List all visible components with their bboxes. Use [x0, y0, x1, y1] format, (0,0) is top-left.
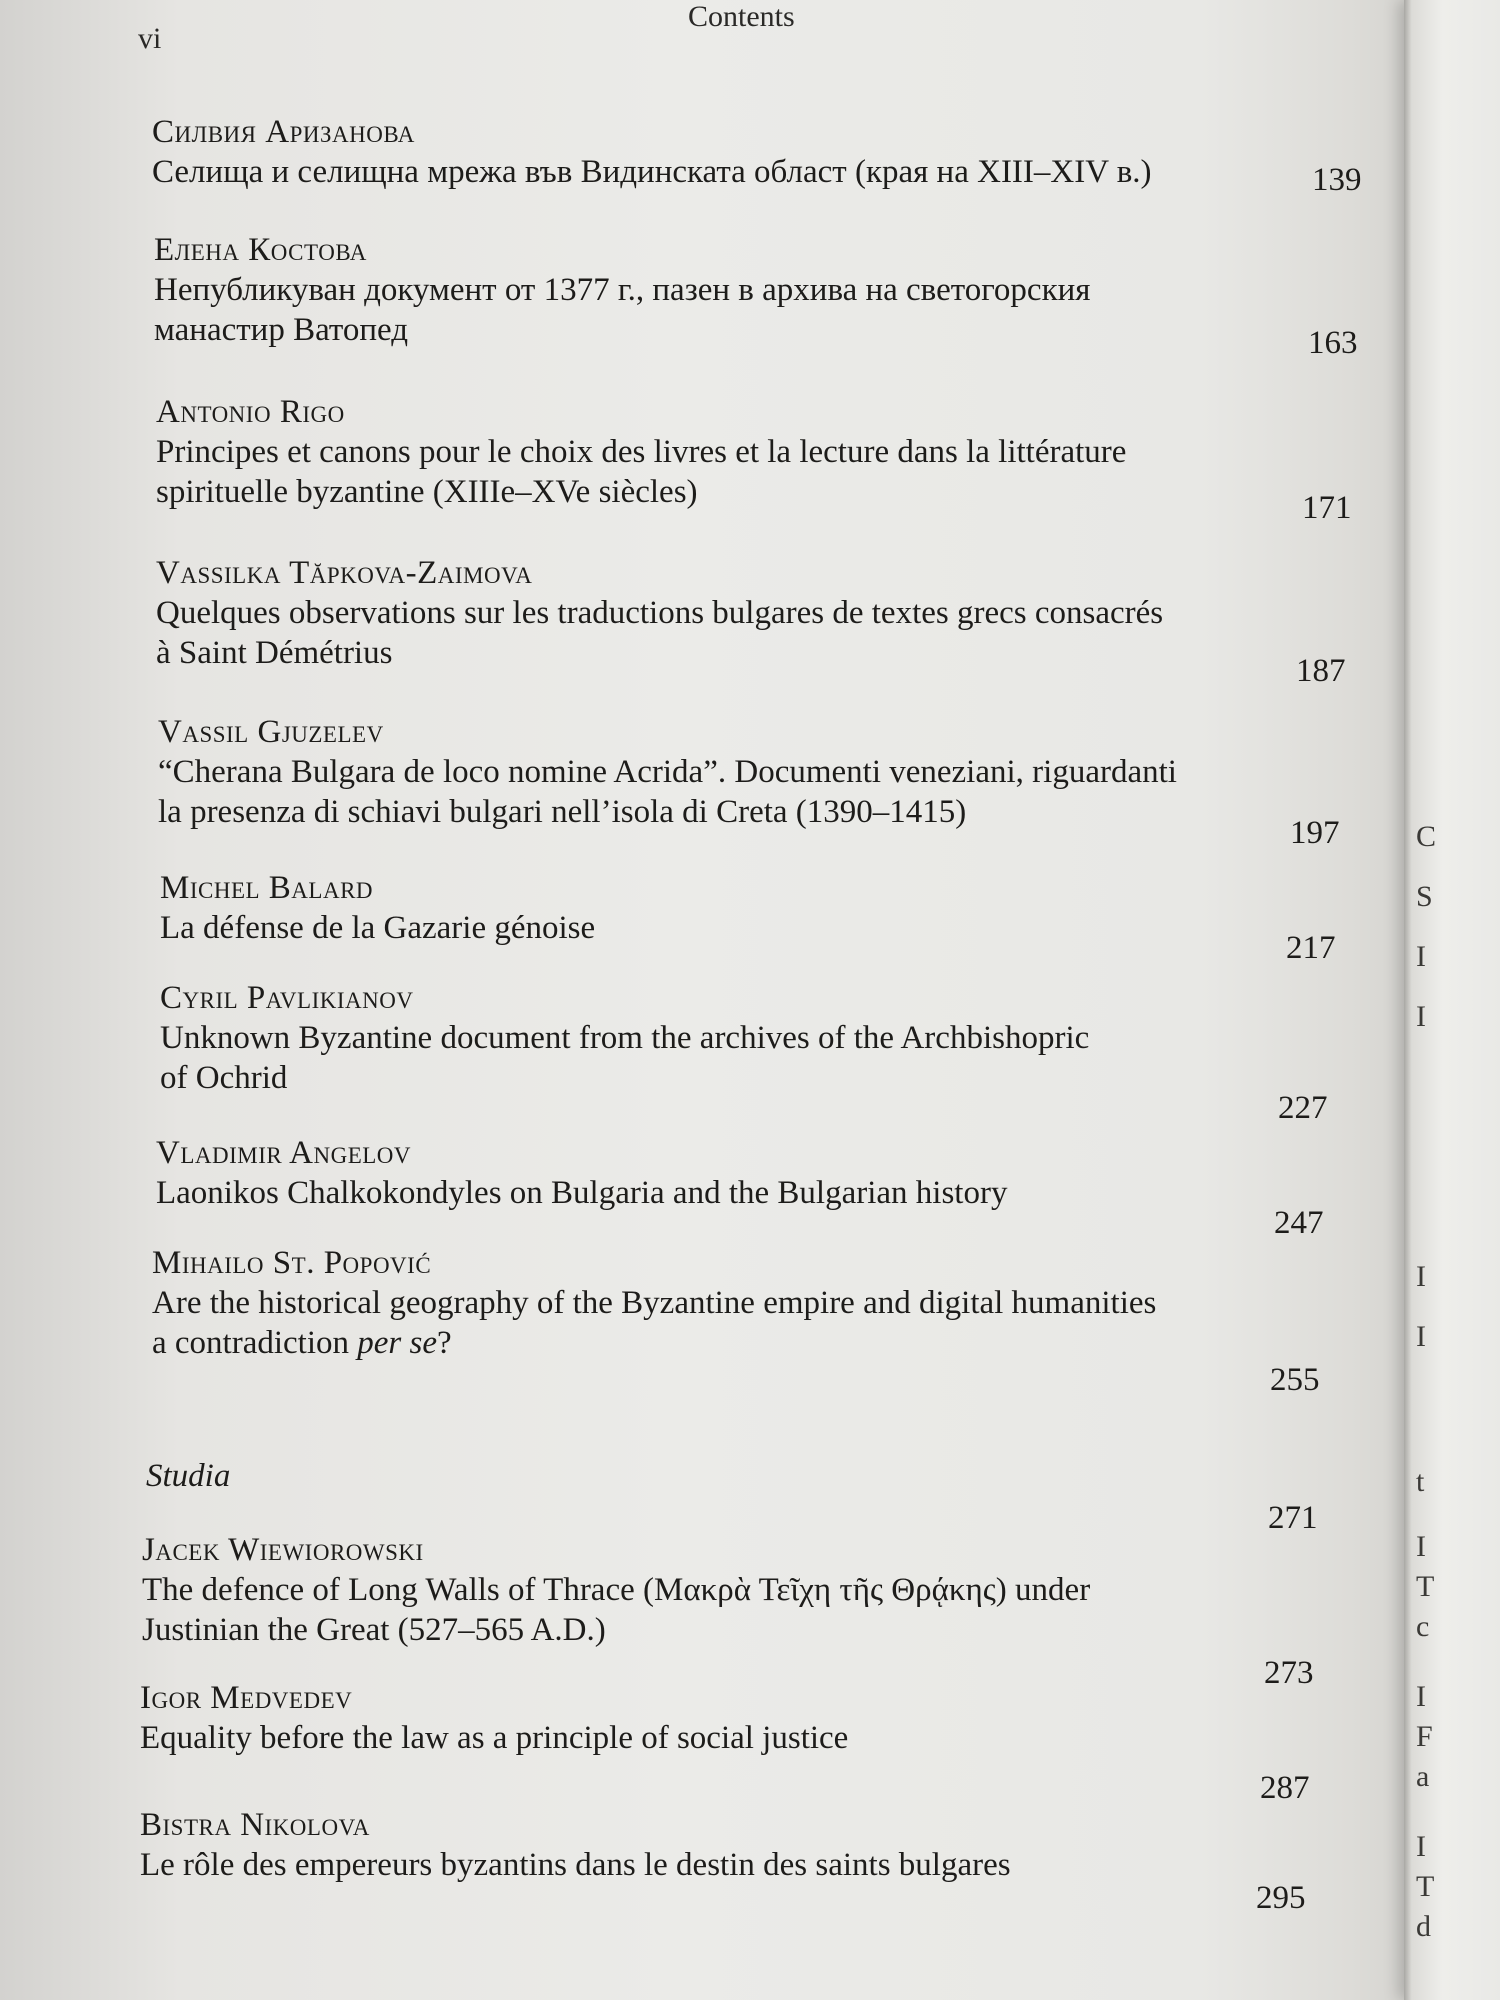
- running-head: Contents: [688, 0, 795, 33]
- edge-letter: C: [1416, 820, 1437, 853]
- entry-title-line: Are the historical geography of the Byzantine empire and digital humanities: [152, 1285, 1157, 1321]
- toc-entry[interactable]: [140, 1805, 1340, 1885]
- edge-letter: I: [1416, 1530, 1426, 1563]
- entry-page-number: 217: [1286, 930, 1336, 966]
- toc-entry[interactable]: [140, 1678, 1340, 1758]
- edge-letter: F: [1416, 1720, 1433, 1753]
- toc-entry[interactable]: [160, 868, 1360, 948]
- entry-title-line: The defence of Long Walls of Thrace (Μακρὰ Τεῖχη τῆς Θρᾴκης) under: [142, 1572, 1091, 1608]
- entry-author: Jacek Wiewiorowski: [142, 1532, 424, 1568]
- page-folio: vi: [138, 22, 162, 55]
- edge-letter: S: [1416, 880, 1433, 913]
- title-tail-end: ?: [437, 1325, 452, 1361]
- entry-title-line: of Ochrid: [160, 1060, 288, 1096]
- entry-author: Bistra Nikolova: [140, 1807, 370, 1843]
- entry-author: Michel Balard: [160, 870, 374, 906]
- edge-letter: I: [1416, 1320, 1426, 1353]
- entry-author: Vassilka Tăpkova-Zaimova: [156, 555, 533, 591]
- entry-title: Equality before the law as a principle of social justice: [140, 1720, 849, 1756]
- entry-title-line: Principes et canons pour le choix des livres et la lecture dans la littérature: [156, 434, 1127, 470]
- entry-author: Mihailo St. Popović: [152, 1245, 432, 1281]
- entry-title: Laonikos Chalkokondyles on Bulgaria and the Bulgarian history: [156, 1175, 1008, 1211]
- toc-entry[interactable]: [156, 392, 1356, 512]
- edge-letter: I: [1416, 1260, 1426, 1293]
- edge-letter: T: [1416, 1870, 1435, 1903]
- entry-page-number: 247: [1274, 1205, 1324, 1241]
- entry-title-line: Unknown Byzantine document from the archives of the Archbishopric: [160, 1020, 1090, 1056]
- entry-title-line: à Saint Démétrius: [156, 635, 393, 671]
- entry-title-line: “Cherana Bulgara de loco nomine Acrida”. Documenti veneziani, riguardanti: [158, 754, 1177, 790]
- entry-title-line: Quelques observations sur les traductions bulgares de textes grecs consacrés: [156, 595, 1164, 631]
- edge-letter: I: [1416, 940, 1426, 973]
- edge-letter: t: [1416, 1465, 1425, 1498]
- entry-author: Силвия Аризанова: [152, 114, 415, 150]
- title-tail-text: a contradiction: [152, 1325, 358, 1361]
- entry-page-number: 295: [1256, 1880, 1306, 1916]
- entry-page-number: 139: [1312, 162, 1362, 198]
- entry-author: Igor Medvedev: [140, 1680, 353, 1716]
- entry-page-number: 163: [1308, 325, 1358, 361]
- edge-letter: c: [1416, 1610, 1430, 1643]
- entry-page-number: 187: [1296, 653, 1346, 689]
- edge-letter: d: [1416, 1910, 1431, 1943]
- entry-page-number: 197: [1290, 815, 1340, 851]
- section-page-number: 271: [1268, 1500, 1318, 1536]
- entry-title: Le rôle des empereurs byzantins dans le destin des saints bulgares: [140, 1847, 1011, 1883]
- toc-entry[interactable]: [154, 230, 1354, 350]
- toc-entry[interactable]: [142, 1530, 1342, 1650]
- entry-author: Antonio Rigo: [156, 394, 345, 430]
- toc-entry[interactable]: [152, 1243, 1352, 1363]
- edge-letter: a: [1416, 1760, 1430, 1793]
- entry-page-number: 273: [1264, 1655, 1314, 1691]
- entry-author: Елена Костова: [154, 232, 367, 268]
- toc-entry[interactable]: [152, 112, 1352, 192]
- edge-letter: T: [1416, 1570, 1435, 1603]
- entry-title: Селища и селищна мрежа във Видинската област (края на XIII–XIV в.): [152, 154, 1152, 190]
- entry-page-number: 287: [1260, 1770, 1310, 1806]
- entry-author: Vladimir Angelov: [156, 1135, 412, 1171]
- entry-title: La défense de la Gazarie génoise: [160, 910, 596, 946]
- toc-entry[interactable]: [158, 712, 1358, 832]
- edge-letter: I: [1416, 1830, 1426, 1863]
- section-heading: Studia: [146, 1458, 231, 1494]
- toc-entry[interactable]: [156, 553, 1356, 673]
- entry-title-line: spirituelle byzantine (XIIIe–XVe siècles): [156, 474, 698, 510]
- entry-title-line: Непубликуван документ от 1377 г., пазен в архива на светогорския: [154, 272, 1091, 308]
- entry-page-number: 255: [1270, 1362, 1320, 1398]
- title-tail-italic: per se: [357, 1325, 437, 1361]
- toc-entry[interactable]: [160, 978, 1360, 1098]
- entry-title-line: [152, 1323, 1352, 1363]
- entry-author: Cyril Pavlikianov: [160, 980, 414, 1016]
- entry-author: Vassil Gjuzelev: [158, 714, 384, 750]
- entry-page-number: 227: [1278, 1090, 1328, 1126]
- entry-page-number: 171: [1302, 490, 1352, 526]
- entry-title-line: la presenza di schiavi bulgari nell’isola di Creta (1390–1415): [158, 794, 967, 830]
- entry-title-line: манастир Ватопед: [154, 312, 409, 348]
- entry-title-line: Justinian the Great (527–565 A.D.): [142, 1612, 606, 1648]
- toc-entry[interactable]: [156, 1133, 1356, 1213]
- edge-letter: I: [1416, 1000, 1426, 1033]
- edge-letter: I: [1416, 1680, 1426, 1713]
